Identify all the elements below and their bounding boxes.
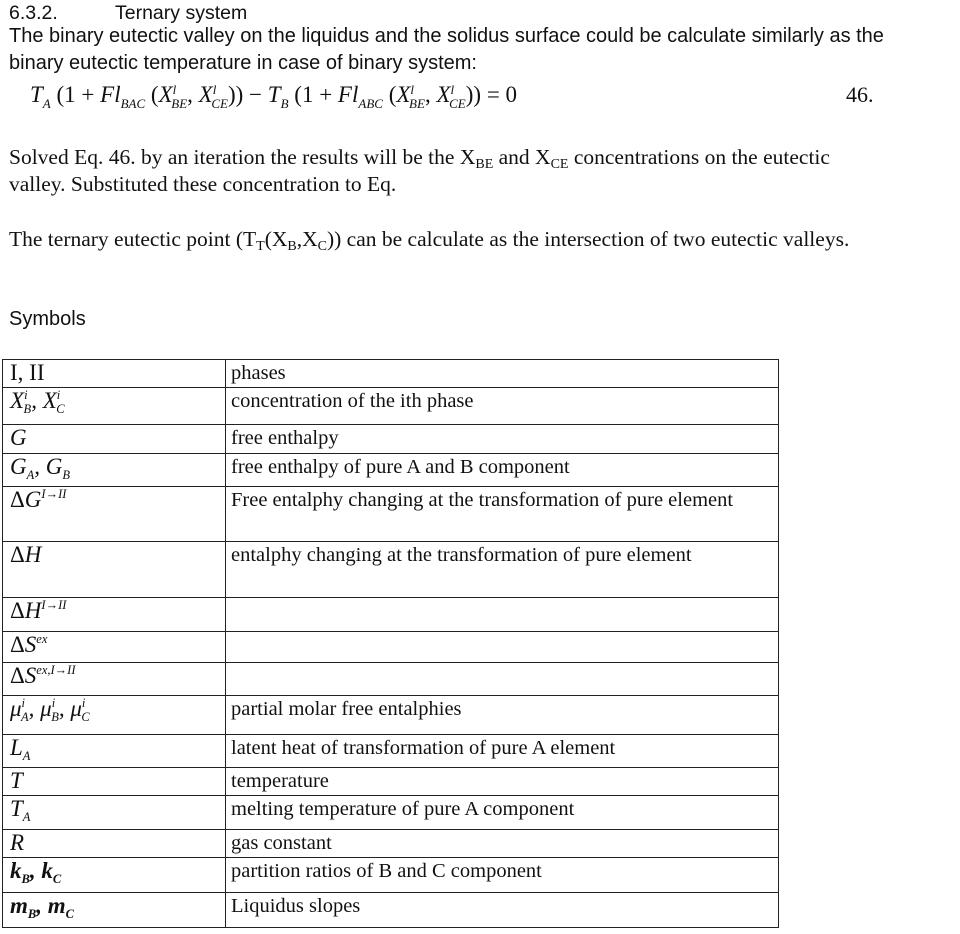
symbol-cell: $T_A$ [3,796,226,830]
section-title: Ternary system [115,2,248,24]
table-row [3,360,779,388]
equation-46: $T_A$ ($1 + Fl_{BAC}$ ($X^l_{BE}$, $X^l_{CE})) - T_B$ ($1 + Fl_{ABC}$ ($X^l_{BE}$, $X^l_{CE})) = 0$ [30,82,518,111]
description-cell: Liquidus slopes [226,893,779,928]
table-row [3,425,779,454]
symbol-cell: T [3,768,226,796]
symbol-cell: ΔH [3,542,226,598]
symbol-cell: $k_B$, $k_C$ [3,858,226,893]
description-cell: partial molar free entalphies [226,696,779,735]
symbol-cell: R [3,830,226,858]
intro-line-1: The binary eutectic valley on the liquidus and the solidus surface could be calculate similarly as the [9,25,884,47]
description-cell: Free entalphy changing at the transformation of pure element [226,487,779,542]
description-cell: temperature [226,768,779,796]
table-row [3,830,779,858]
symbol-cell: G [3,425,226,454]
description-cell [226,663,779,696]
table-row [3,768,779,796]
table-row [3,598,779,632]
symbol-cell: $\Delta G^{I\to II}$ [3,487,226,542]
table-row [3,388,779,425]
symbol-cell: $\Delta H^{I\to II}$ [3,598,226,632]
symbol-cell: $m_B$, $m_C$ [3,893,226,928]
table-row [3,632,779,663]
symbol-cell: $L_A$ [3,735,226,768]
table-row [3,542,779,598]
table-row [3,858,779,893]
symbol-cell: $\mu^i_A$, $\mu^i_B$, $\mu^i_C$ [3,696,226,735]
description-cell: concentration of the ith phase [226,388,779,425]
symbol-cell: $X^i_B$, $X^i_C$ [3,388,226,425]
ternary-line: The ternary eutectic point (TT(XB,XC)) can be calculate as the intersection of two eutectic valleys. [9,227,850,254]
description-cell: latent heat of transformation of pure A element [226,735,779,768]
symbols-table [2,359,779,928]
symbol-cell: I, II [3,360,226,388]
symbols-title: Symbols [9,308,86,330]
table-row [3,696,779,735]
description-cell: phases [226,360,779,388]
symbol-cell: $\Delta S^{ex}$ [3,632,226,663]
table-row [3,893,779,928]
table-row [3,487,779,542]
section-number: 6.3.2. [9,2,58,24]
solved-line-1: Solved Eq. 46. by an iteration the results will be the XBE and XCE concentrations on the eutectic [9,145,830,172]
table-row [3,735,779,768]
table-row [3,454,779,487]
description-cell: partition ratios of B and C component [226,858,779,893]
symbol-cell: $\Delta S^{ex,I\to II}$ [3,663,226,696]
table-row [3,663,779,696]
description-cell: free enthalpy of pure A and B component [226,454,779,487]
description-cell: melting temperature of pure A component [226,796,779,830]
description-cell [226,598,779,632]
symbol-cell: $G_A$, $G_B$ [3,454,226,487]
description-cell [226,632,779,663]
equation-number: 46. [846,82,874,107]
solved-line-2: valley. Substituted these concentration to Eq. [9,172,397,196]
intro-line-2: binary eutectic temperature in case of binary system: [9,52,477,74]
description-cell: entalphy changing at the transformation of pure element [226,542,779,598]
description-cell: gas constant [226,830,779,858]
description-cell: free enthalpy [226,425,779,454]
table-row [3,796,779,830]
